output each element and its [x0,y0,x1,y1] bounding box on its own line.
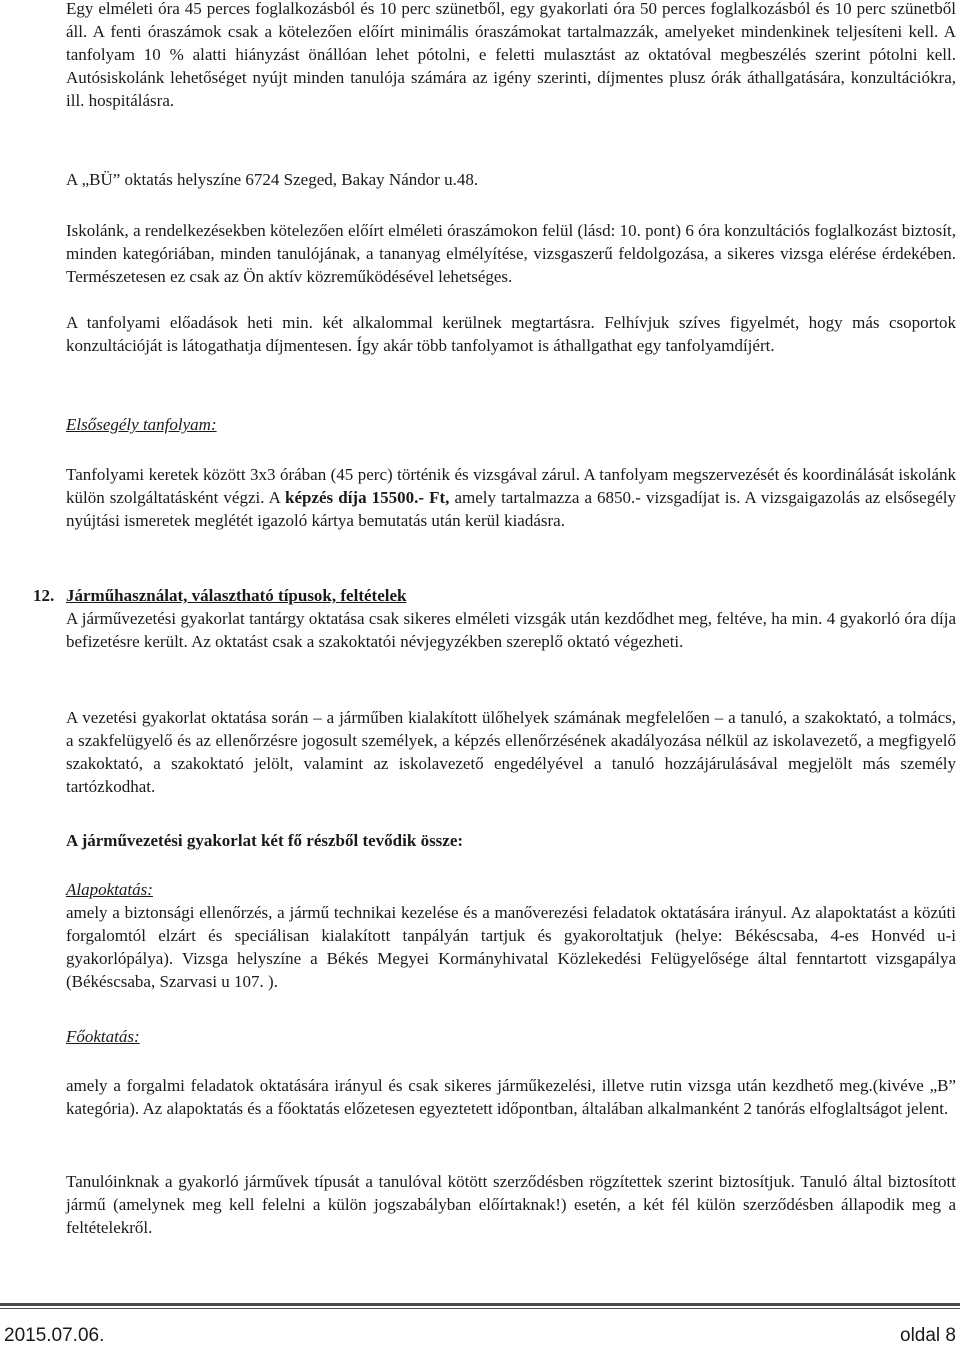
paragraph-lesson-duration: Egy elméleti óra 45 perces foglalkozásból és 10 perc szünetből, egy gyakorlati óra 50 perces foglalkozásból és 10 perc szünetből áll. A fenti óraszámok csak a kötelezően előírt minimális óraszámokat tartalmazzák, amelyeket mindenkinek teljesíteni kell. A tanfolyam 10 % alatti hiányzást önállóan lehet pótolni, e feletti mulasztást az oktatóval megbeszélés szerint pótolni kell. Autósiskolánk lehetőséget nyújt minden tanulója számára az igény szerinti, díjmentes plusz órák áthallgatására, konzultációkra, ill. hospitálásra. [66,0,956,110]
first-aid-heading-text: Elsősegély tanfolyam: [66,415,217,434]
section-number: 12. [33,586,55,605]
paragraph-two-parts: A járművezetési gyakorlat két fő részből tevődik össze: [66,831,464,850]
paragraph-bu-location: A „BÜ” oktatás helyszíne 6724 Szeged, Bakay Nándor u.48. [66,170,479,189]
paragraph-vehicles: Tanulóinknak a gyakorló járművek típusát a tanulóval kötött szerződésben rögzítettek szerint biztosítjuk. Tanuló által biztosított jármű (amelynek meg kell felelni a külön jogszabályban előírtaknak!) esetén, a két fél külön szerződésben állapodik meg a feltételekről. [66,1172,956,1237]
basic-training-heading [66,878,153,901]
paragraph-consultation: Iskolánk, a rendelkezésekben kötelezően előírt elméleti óraszámokon felül (lásd: 10. pont) 6 óra konzultációs foglalkozást biztosít, minden kategóriában, minden tanulójának, a tananyag elmélyítése, vizsgaszerű feldolgozása, a sikeres vizsga elérése érdekében. Természetesen ez csak az Ön aktív közreműködésével lehetséges. [66,221,956,286]
section-title: Járműhasználat, választható típusok, feltételek [66,586,407,605]
footer-page-number: oldal 8 [900,1325,956,1346]
paragraph-basic-training: amely a biztonsági ellenőrzés, a jármű technikai kezelése és a manőverezési feladatok oktatására irányul. Az alapoktatást a közúti forgalomtól elzárt és speciálisan kialakított tanpályán tartjuk és gyakoroltatjuk (helye: Békéscsaba, 4-es Honvéd u-i gyakorlópálya). Vizsga helyszíne a Békés Megyei Kormányhivatal Közlekedési Felügyelősége által fenntartott vizsgapálya (Békéscsaba, Szarvasi u 107. ). [66,903,956,991]
paragraph-passengers: A vezetési gyakorlat oktatása során – a járműben kialakított ülőhelyek számának megfelelően – a tanuló, a szakoktató, a tolmács, a szakfelügyelő és az ellenőrzésre jogosult személyek, a képzés ellenőrzésének akadályozása nélkül az iskolavezető, a megfigyelő szakoktató, a szakoktató jelölt, valamint az iskolavezető engedélyével a tanuló hozzájárulásával megjelölt más személy tartózkodhat. [66,708,956,796]
section-12-heading [33,584,407,607]
first-aid-fee: képzés díja 15500.- Ft, [285,488,450,507]
paragraph-driving-practice: A járművezetési gyakorlat tantárgy oktatása csak sikeres elméleti vizsgák után kezdődhet meg, feltéve, ha min. 4 gyakorló óra díja befizetésre került. Az oktatást csak a szakoktatói névjegyzékben szereplő oktató végezheti. [66,609,956,651]
basic-training-heading-text: Alapoktatás: [66,880,153,899]
footer-date: 2015.07.06. [4,1325,105,1346]
main-training-heading [66,1025,140,1048]
page-footer [0,1303,960,1347]
paragraph-lectures: A tanfolyami előadások heti min. két alkalommal kerülnek megtartásra. Felhívjuk szíves figyelmét, hogy más csoportok konzultációját is látogathatja díjmentesen. Így akár több tanfolyamot is áthallgathat egy tanfolyamdíjért. [66,313,956,355]
footer-rule-thin [0,1308,960,1309]
paragraph-first-aid: Tanfolyami keretek között 3x3 órában (45 perc) történik és vizsgával zárul. A tanfolyam megszervezését és koordinálását iskolánk külön szolgáltatásként végzi. A képzés díja 15500.- Ft, amely tartalmazza a 6850.- vizsgadíjat is. A vizsgaigazolás az elsősegély nyújtási ismeretek meglétét igazoló kártya bemutatás után kerül kiadásra. [66,465,956,530]
first-aid-heading [66,413,217,436]
footer-rule [0,1303,960,1306]
main-training-heading-text: Főoktatás: [66,1027,140,1046]
paragraph-main-training: amely a forgalmi feladatok oktatására irányul és csak sikeres járműkezelési, illetve rutin vizsga után kezdhető meg.(kivéve „B” kategória). Az alapoktatás és a főoktatás előzetesen egyeztetett időpontban, általában alkalmanként 2 tanórás elfoglaltságot jelent. [66,1076,956,1118]
